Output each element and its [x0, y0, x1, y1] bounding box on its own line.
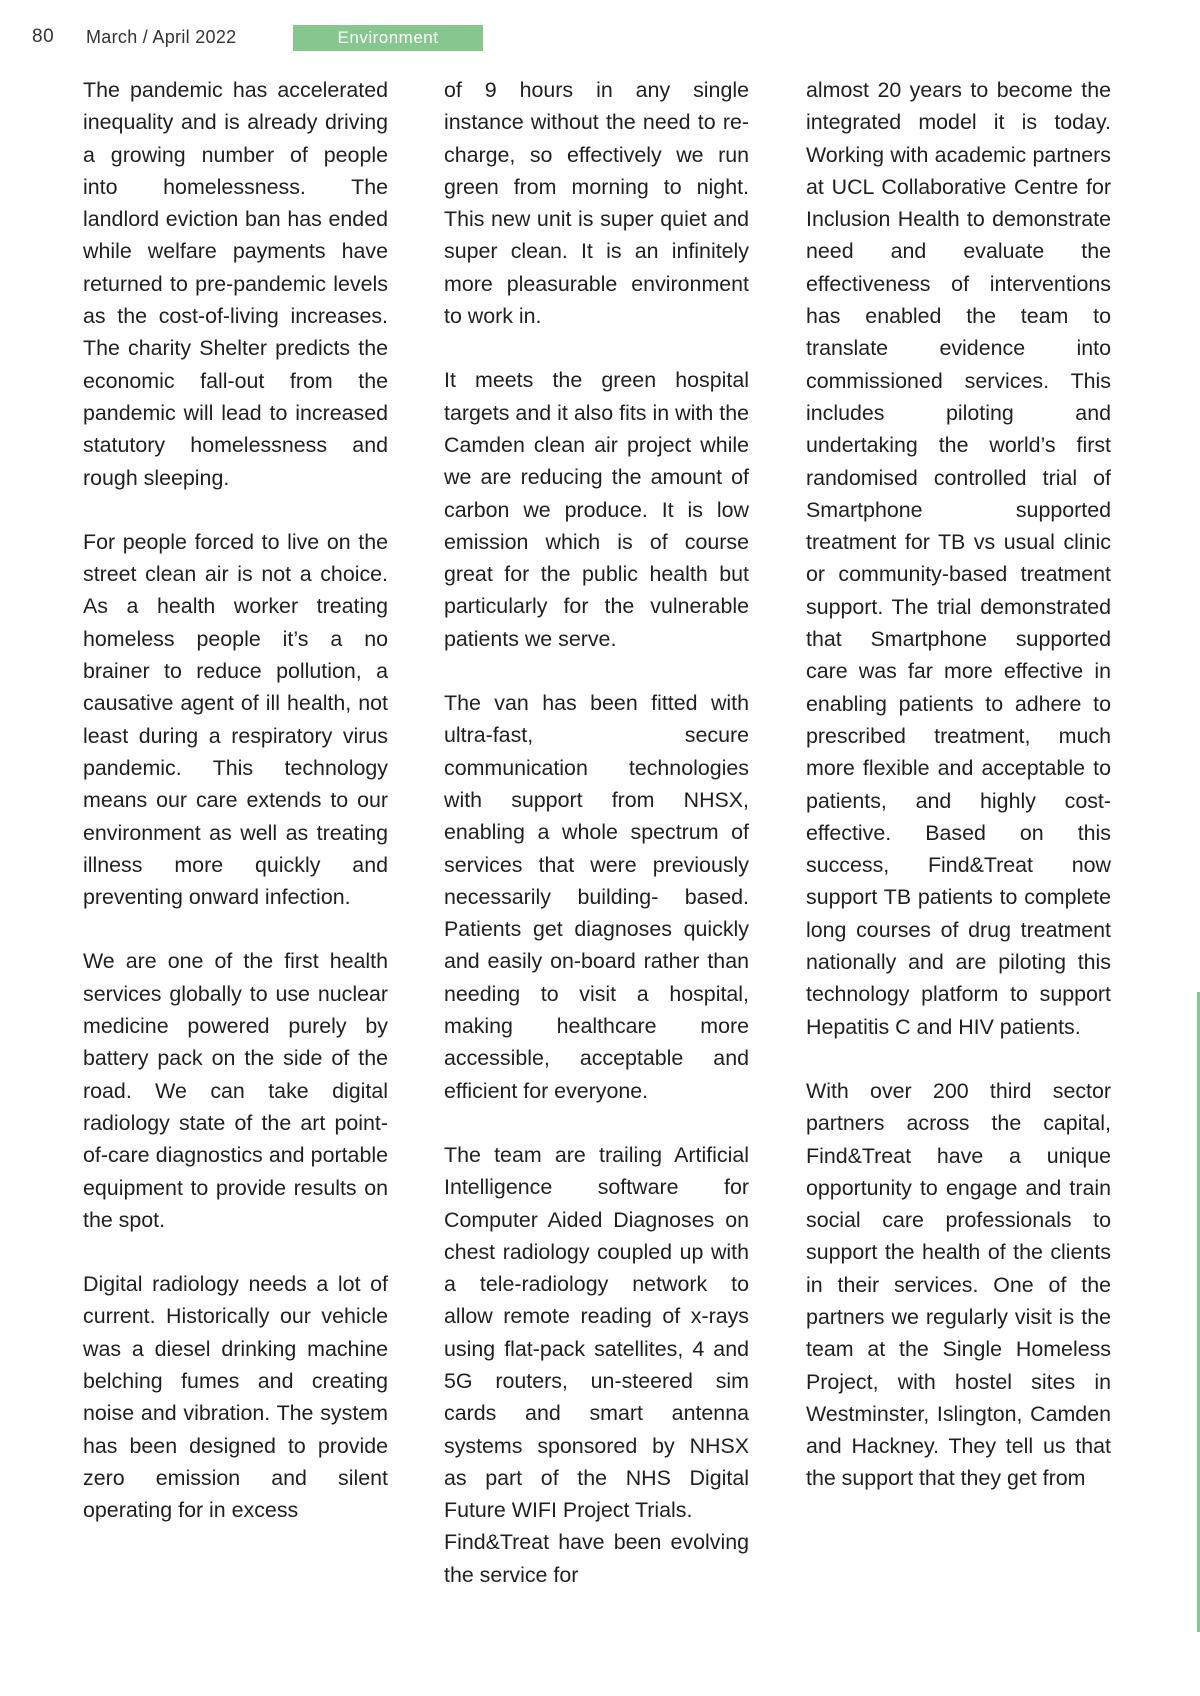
column-3 — [806, 74, 1111, 1527]
page-number: 80 — [32, 26, 55, 47]
article-body — [0, 74, 1200, 1634]
paragraph: of 9 hours in any single instance without the need to re-charge, so effectively we run green from morning to night. This new unit is super quiet and super clean. It is an infinitely more pleasurable environment to work in. — [444, 78, 749, 329]
paragraph: The team are trailing Artificial Intelligence software for Computer Aided Diagnoses on chest radiology coupled up with a tele-radiology network to allow remote reading of x-rays using flat-pack satellites, 4 and 5G routers, un-steered sim cards and smart antenna systems sponsored by NHSX as part of the NHS Digital Future WIFI Project Trials. — [444, 1142, 749, 1523]
paragraph: For people forced to live on the street clean air is not a choice. As a health worker treating homeless people it’s a no brainer to reduce pollution, a causative agent of ill health, not least during a respiratory virus pandemic. This technology means our care extends to our environment as well as treating illness more quickly and preventing onward infection. — [83, 529, 388, 910]
column-1 — [83, 74, 388, 1558]
page-header — [0, 0, 1200, 60]
paragraph: With over 200 third sector partners across the capital, Find&Treat have a unique opportunity to engage and train social care professionals to support the health of the clients in their services. One of the partners we regularly visit is the team at the Single Homeless Project, with hostel sites in Westminster, Islington, Camden and Hackney. They tell us that the support that they get from — [806, 1078, 1111, 1491]
paragraph: almost 20 years to become the integrated model it is today. Working with academic partners at UCL Collaborative Centre for Inclusion Health to demonstrate need and evaluate the effectiveness of interventions has enabled the team to translate evidence into commissioned services. This includes piloting and undertaking the world’s first randomised controlled trial of Smartphone supported treatment for TB vs usual clinic or community-based treatment support. The trial demonstrated that Smartphone supported care was far more effective in enabling patients to adhere to prescribed treatment, much more flexible and acceptable to patients, and highly cost-effective. Based on this success, Find&Treat now support TB patients to complete long courses of drug treatment nationally and are piloting this technology platform to support Hepatitis C and HIV patients. — [806, 78, 1111, 1039]
paragraph: It meets the green hospital targets and it also fits in with the Camden clean air project while we are reducing the amount of carbon we produce. It is low emission which is of course great for the public health but particularly for the vulnerable patients we serve. — [444, 368, 749, 651]
issue-date: March / April 2022 — [86, 27, 237, 47]
paragraph: Digital radiology needs a lot of current. Historically our vehicle was a diesel drinking machine belching fumes and creating noise and vibration. The system has been designed to provide zero emission and silent operating for in excess — [83, 1272, 388, 1523]
paragraph: The van has been fitted with ultra-fast, secure communication technologies with support from NHSX, enabling a whole spectrum of services that were previously necessarily building- based. Patients get diagnoses quickly and easily on-board rather than needing to visit a hospital, making healthcare more accessible, acceptable and efficient for everyone. — [444, 691, 749, 1103]
paragraph: Find&Treat have been evolving the service for — [444, 1530, 749, 1587]
paragraph: We are one of the first health services globally to use nuclear medicine powered purely by battery pack on the side of the road. We can take digital radiology state of the art point-of-care diagnostics and portable equipment to provide results on the spot. — [83, 949, 388, 1232]
paragraph: The pandemic has accelerated inequality and is already driving a growing number of people into homelessness. The landlord eviction ban has ended while welfare payments have returned to pre-pandemic levels as the cost-of-living increases. The charity Shelter predicts the economic fall-out from the pandemic will lead to increased statutory homelessness and rough sleeping. — [83, 78, 388, 490]
section-tag: Environment — [293, 25, 483, 51]
column-2 — [444, 74, 749, 1623]
